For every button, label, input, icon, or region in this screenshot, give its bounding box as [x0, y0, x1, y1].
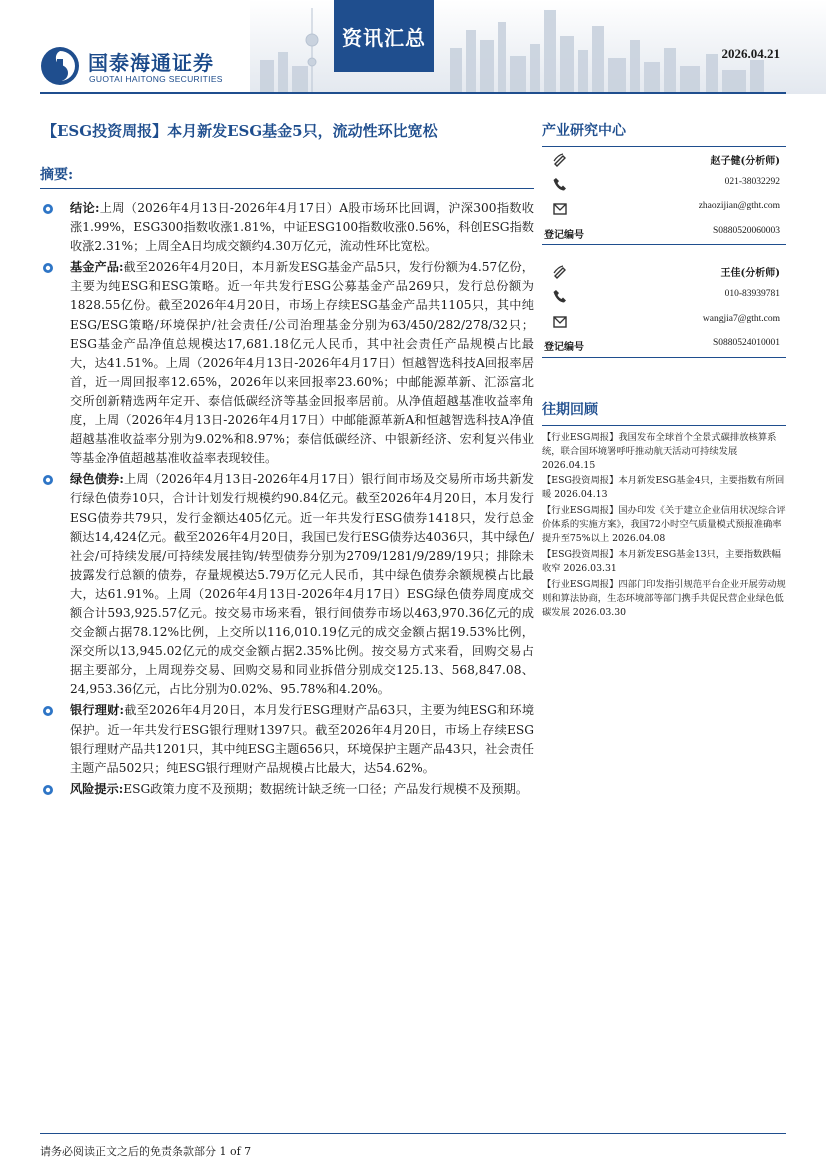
past-reports-list [542, 431, 786, 620]
point-label: 风险提示: [70, 781, 124, 796]
analyst-name: 赵子健(分析师) [710, 156, 780, 167]
bullet-icon [42, 262, 54, 274]
analyst-registration-row [542, 221, 786, 246]
bullet-icon [42, 705, 54, 717]
phone-icon [552, 288, 568, 304]
report-date: 2026.04.21 [721, 46, 780, 61]
sidebar [542, 120, 786, 622]
registration-number: S0880520060003 [712, 225, 780, 236]
analyst-name: 王佳(分析师) [720, 268, 780, 280]
footer-disclaimer: 请务必阅读正文之后的免责条款部分 1 of 7 [40, 1145, 252, 1158]
past-reports-divider [542, 425, 786, 426]
past-report-link[interactable]: 【ESG投资周报】本月新发ESG基金4只，主要指数有所回暖 2026.04.13 [542, 475, 785, 501]
past-reports-heading: 往期回顾 [542, 401, 598, 418]
analyst-registration-row [542, 333, 786, 358]
point-text: 截至2026年4月20日，本月新发ESG基金产品5只，发行份额为4.57亿份，主要为纯ESG和ESG策略。近一年共发行ESG公募基金产品269只，发行总份额为1828.55亿份。截至2026年4月20日，市场上存续ESG基金产品共1105只，其中纯ESG/ESG策略/环境保护/社会责任/公司治理基金分别为63/450/282/278/32只；ESG基金产品净值总规模达17,681.18亿元人民币，其中社会责任产品规模占比最大，达41.51%。上周（2026年4月13日-2026年4月17日）恒越智选科技A回报率居首，近一周回报率12.65%，2026年以来回报率23.60%；中邮能源革新、汇添富北交所创新精选两年定开、泰信低碳经济等基金回报率居前。从净值超越基准收益率角度，上周（2026年4月13日-2026年4月17日）中邮能源革新A和恒越智选科技A净值超越基准收益率分别为9.02%和8.97%；泰信低碳经济、中银新经济、宏利复兴伟业等基金净值超越基准收益率表现较佳。 [70, 260, 534, 466]
point-text: 截至2026年4月20日，本月发行ESG理财产品63只，主要为纯ESG和环境保护。近一年共发行ESG银行理财1397只。截至2026年4月20日，市场上存续ESG银行理财产品共1201只，其中纯ESG主题656只，环境保护主题产品43只，社会责任主题产品502只；纯ESG银行理财产品规模占比最大，达54.62%。 [70, 703, 535, 775]
bullet-icon [42, 474, 54, 486]
report-title: 【ESG投资周报】本月新发ESG基金5只，流动性环比宽松 [42, 122, 438, 140]
brand-name-en: GUOTAI HAITONG SECURITIES [89, 74, 223, 84]
abstract-points [40, 199, 534, 799]
brand-logo-icon [40, 46, 80, 86]
point-label: 银行理财: [70, 703, 125, 718]
registration-label: 登记编号 [544, 229, 584, 241]
point-text: 上周（2026年4月13日-2026年4月17日）银行间市场及交易所市场共新发行绿色债券10只，合计计划发行规模约90.84亿元。截至2026年4月20日，本月发行ESG债券共79只，发行金额达405亿元。近一年共发行ESG债券1418只，发行总金额达14,424亿元。截至2026年4月20日，我国已发行ESG债券达4036只，其中绿色/社会/可持续发展/可持续发展挂钩/转型债券分别为2709/1281/9/289/19只；排除未披露发行总额的债券，存量规模达5.79万亿元人民币，其中绿色债券余额规模占比最大，达61.91%。上周（2026年4月13日-2026年4月17日）ESG绿色债券周度成交额合计593,925.57亿元。按交易市场来看，银行间债券市场以463,970.36亿元的成交金额占据78.12%比例，上交所以116,010.19亿元的成交金额占据19.53%比例，深交所以13,945.02亿元的成交金额占据2.35%比例。按交易方式来看，回购交易占据主要部分，上周现券交易、回购交易和同业拆借分别成交125.13、568,847.08、24,953.36亿元，占比分别为0.02%、95.78%和4.20%。 [70, 472, 534, 697]
brand-name-cn: 国泰海通证券 [88, 51, 214, 75]
abstract-point-risk [40, 780, 534, 799]
brand-logo [40, 46, 240, 86]
analyst-email-row [542, 309, 786, 334]
mail-icon [552, 200, 568, 216]
past-report-link[interactable]: 【行业ESG周报】国办印发《关于建立企业信用状况综合评价体系的实施方案》，我国72小时空气质量模式预报准确率提升至75%以上 2026.04.08 [542, 505, 786, 545]
report-type-banner: 资讯汇总 [334, 0, 434, 72]
abstract-point-green-bonds [40, 470, 534, 699]
analyst-email[interactable]: wangjia7@gtht.com [702, 313, 780, 324]
point-label: 结论: [70, 201, 100, 215]
analyst-phone: 010-83939781 [724, 288, 780, 299]
header-divider [40, 92, 786, 94]
analyst-email[interactable]: zhaozijian@gtht.com [698, 201, 780, 212]
analyst-phone-row [542, 284, 786, 309]
mail-icon [552, 313, 568, 329]
abstract-heading: 摘要: [40, 167, 74, 183]
point-label: 基金产品: [70, 260, 124, 275]
analyst-name-row [542, 259, 786, 284]
abstract-point-bank-wealth [40, 701, 534, 777]
analyst-email-row [542, 196, 786, 221]
bullet-icon [42, 203, 54, 215]
analyst-card [542, 259, 786, 357]
past-report-link[interactable]: 【行业ESG周报】我国发布全球首个全景式碳排放核算系统，联合国环境署呼吁推动航天活动可持续发展 2026.04.15 [542, 431, 777, 471]
abstract-point-funds [40, 258, 534, 468]
phone-icon [552, 176, 568, 192]
report-header [0, 0, 826, 96]
registration-number: S0880524010001 [712, 338, 780, 349]
analyst-card [542, 147, 786, 245]
research-center-heading: 产业研究中心 [542, 123, 626, 139]
point-text: ESG政策力度不及预期；数据统计缺乏统一口径；产品发行规模不及预期。 [123, 781, 529, 796]
analyst-phone: 021-38032292 [724, 176, 780, 187]
analyst-name-row [542, 147, 786, 172]
abstract-divider [40, 188, 534, 189]
pen-icon [552, 151, 568, 167]
footer-divider [40, 1133, 786, 1134]
main-column [40, 120, 534, 801]
point-label: 绿色债券: [70, 472, 124, 487]
past-report-link[interactable]: 【行业ESG周报】四部门印发指引规范平台企业开展劳动规则和算法协商，生态环境部等部门携手共促民营企业绿色低碳发展 2026.03.30 [542, 578, 786, 618]
pen-icon [552, 263, 568, 279]
bullet-icon [42, 784, 54, 796]
point-text: 上周（2026年4月13日-2026年4月17日）A股市场环比回调，沪深300指数收涨1.99%，ESG300指数收涨1.81%，中证ESG100指数收涨0.56%，科创ESG指数收涨2.31%；上周全A日均成交额约4.30万亿元，流动性环比宽松。 [70, 201, 534, 254]
abstract-point-conclusion [40, 199, 534, 256]
analyst-phone-row [542, 172, 786, 197]
past-report-link[interactable]: 【ESG投资周报】本月新发ESG基金13只，主要指数跌幅收窄 2026.03.31 [542, 549, 781, 574]
registration-label: 登记编号 [544, 342, 584, 354]
